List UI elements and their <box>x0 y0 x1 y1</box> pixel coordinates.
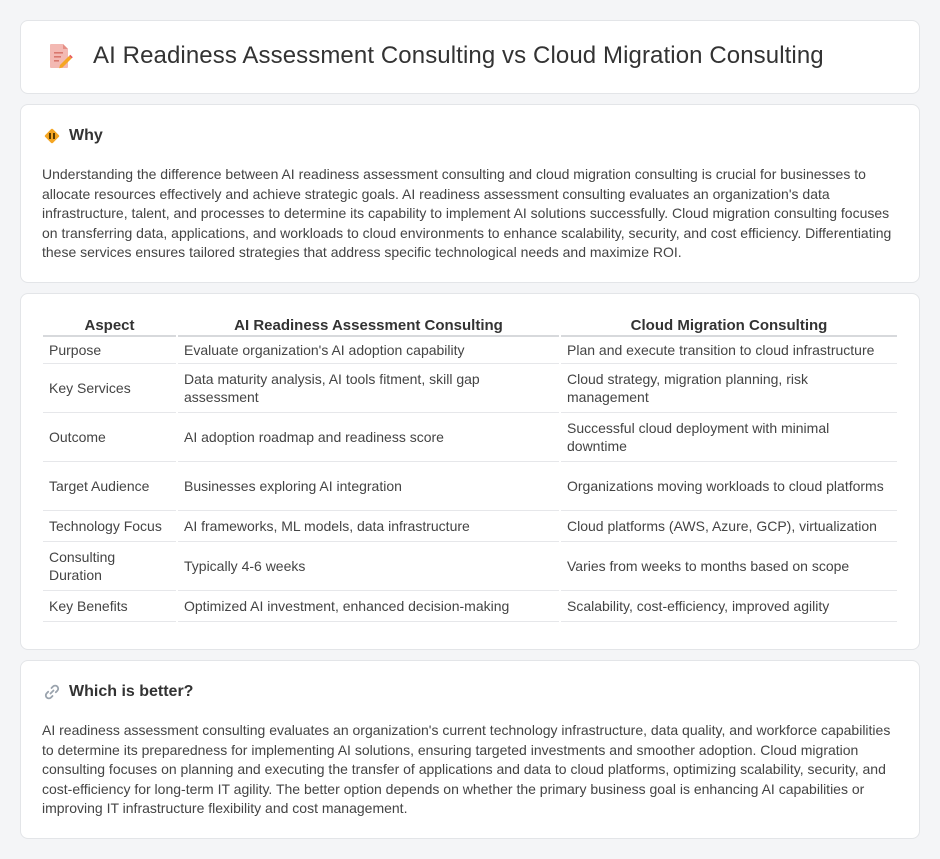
diamond-warning-icon <box>43 127 61 145</box>
table-row <box>43 337 897 364</box>
why-header <box>43 127 103 145</box>
row-ai-value: Evaluate organization's AI adoption capability <box>178 337 559 364</box>
row-cloud-value: Cloud strategy, migration planning, risk management <box>561 364 897 413</box>
row-cloud-value: Plan and execute transition to cloud infrastructure <box>561 337 897 364</box>
row-cloud-value: Successful cloud deployment with minimal downtime <box>561 413 897 462</box>
why-card <box>20 104 920 283</box>
why-heading: Why <box>69 127 103 144</box>
row-cloud-value: Scalability, cost-efficiency, improved agility <box>561 591 897 622</box>
row-cloud-value: Organizations moving workloads to cloud platforms <box>561 462 897 511</box>
row-aspect: Consulting Duration <box>43 542 176 591</box>
link-icon <box>43 683 61 701</box>
comparison-table <box>41 315 899 622</box>
table-row <box>43 542 897 591</box>
row-aspect: Target Audience <box>43 462 176 511</box>
table-row <box>43 413 897 462</box>
row-ai-value: Typically 4-6 weeks <box>178 542 559 591</box>
row-cloud-value: Varies from weeks to months based on scope <box>561 542 897 591</box>
row-ai-value: Data maturity analysis, AI tools fitment, skill gap assessment <box>178 364 559 413</box>
row-aspect: Key Benefits <box>43 591 176 622</box>
title-row <box>47 41 824 71</box>
which-better-card <box>20 660 920 839</box>
row-ai-value: AI frameworks, ML models, data infrastructure <box>178 511 559 542</box>
row-aspect: Technology Focus <box>43 511 176 542</box>
row-aspect: Purpose <box>43 337 176 364</box>
table-row <box>43 462 897 511</box>
row-ai-value: AI adoption roadmap and readiness score <box>178 413 559 462</box>
page-title: AI Readiness Assessment Consulting vs Cloud Migration Consulting <box>93 42 824 69</box>
comparison-card <box>20 293 920 650</box>
table-row <box>43 591 897 622</box>
table-row <box>43 364 897 413</box>
header-cloud-migration: Cloud Migration Consulting <box>561 315 897 337</box>
table-row <box>43 511 897 542</box>
row-aspect: Outcome <box>43 413 176 462</box>
header-ai-readiness: AI Readiness Assessment Consulting <box>178 315 559 337</box>
better-heading: Which is better? <box>69 683 194 700</box>
table-header-row <box>43 315 897 337</box>
row-cloud-value: Cloud platforms (AWS, Azure, GCP), virtualization <box>561 511 897 542</box>
better-header <box>43 683 193 701</box>
row-ai-value: Optimized AI investment, enhanced decision-making <box>178 591 559 622</box>
title-card <box>20 20 920 94</box>
row-ai-value: Businesses exploring AI integration <box>178 462 559 511</box>
row-aspect: Key Services <box>43 364 176 413</box>
header-aspect: Aspect <box>43 315 176 337</box>
document-edit-icon <box>47 41 73 71</box>
better-body: AI readiness assessment consulting evaluates an organization's current technology infrastructure, data quality, and workforce capabilities to determine its preparedness for implementing AI solutions, ensuring targeted investments and smoother adoption. Cloud migration consulting focuses on planning and executing the transfer of applications and data to cloud platforms, optimizing scalability, security, and cost-efficiency for long-term IT agility. The better option depends on whether the primary business goal is enhancing AI capabilities or improving IT infrastructure flexibility and cost management. <box>42 722 891 817</box>
why-body: Understanding the difference between AI readiness assessment consulting and cloud migration consulting is crucial for businesses to allocate resources effectively and achieve strategic goals. AI readiness assessment consulting evaluates an organization's data infrastructure, talent, and processes to determine its capability to implement AI solutions successfully. Cloud migration consulting focuses on transferring data, applications, and workloads to cloud environments to enhance scalability, security, and cost efficiency. Differentiating these services ensures tailored strategies that address specific technological needs and maximize ROI. <box>42 166 892 261</box>
